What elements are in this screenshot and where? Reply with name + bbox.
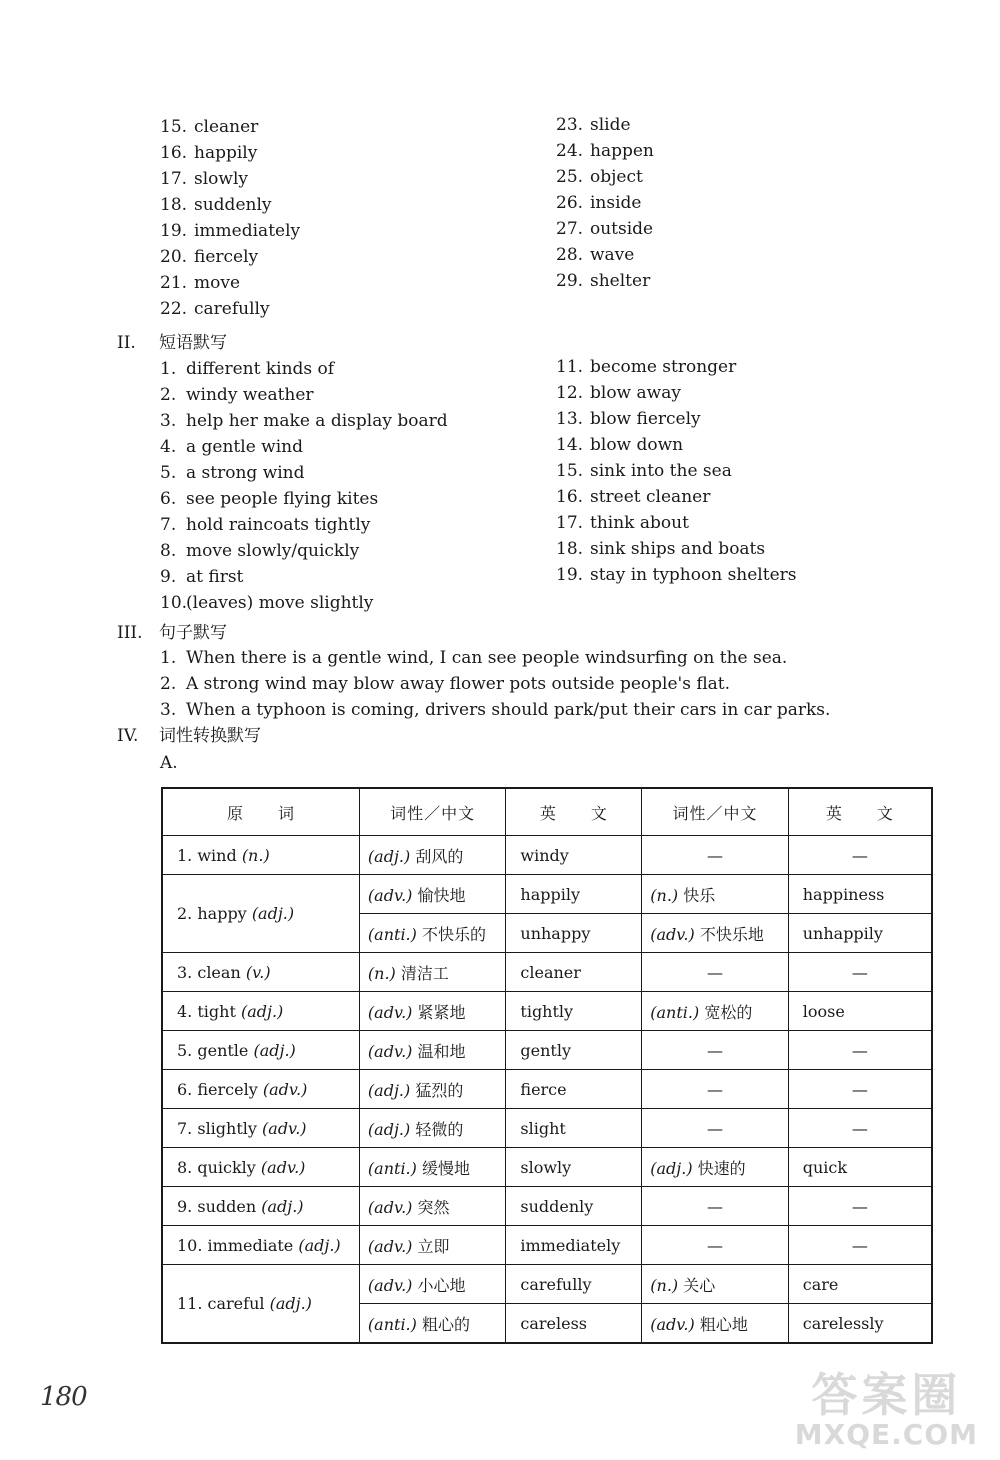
english-cell: immediately: [506, 1226, 642, 1265]
list-item: [556, 190, 654, 216]
item-number: 19.: [556, 565, 584, 585]
table-row: [162, 1070, 932, 1109]
item-text: blow away: [590, 383, 681, 403]
item-text: slide: [590, 115, 631, 135]
table-row: [162, 953, 932, 992]
part-of-speech: (adv.): [367, 1041, 413, 1061]
part-of-speech: (adv.): [367, 885, 413, 905]
item-text: help her make a display board: [186, 411, 448, 431]
part-of-speech: (n.): [650, 885, 679, 905]
list-item: [556, 536, 797, 562]
part-of-speech: (anti.): [367, 924, 417, 944]
item-number: 2.: [160, 674, 177, 694]
section1-left-list: [160, 114, 300, 322]
item-text: blow fiercely: [590, 409, 701, 429]
section2-label: II.: [117, 333, 136, 353]
item-number: 22.: [160, 299, 188, 319]
chinese-meaning: 清洁工: [400, 963, 449, 983]
item-number: 2.: [160, 385, 177, 405]
english-cell: unhappy: [506, 914, 642, 953]
english-cell: carefully: [506, 1265, 642, 1304]
english-cell: unhappily: [788, 914, 932, 953]
list-item: [160, 460, 448, 486]
section2-left-list: [160, 356, 448, 616]
original-word: 4. tight: [177, 1001, 236, 1021]
english-cell: care: [788, 1265, 932, 1304]
list-item: [556, 138, 654, 164]
item-number: 17.: [160, 169, 188, 189]
item-number: 5.: [160, 463, 177, 483]
table-row: [162, 1031, 932, 1070]
section1-right-list: [556, 112, 654, 294]
pos-chinese-cell: [359, 1226, 505, 1265]
pos-chinese-cell: [642, 1148, 788, 1187]
table-header-cell: 词性／中文: [642, 788, 788, 836]
empty-dash-cell: —: [788, 1226, 932, 1265]
item-text: become stronger: [590, 357, 737, 377]
item-text: move slowly/quickly: [186, 541, 360, 561]
item-number: 26.: [556, 193, 584, 213]
list-item: [160, 382, 448, 408]
chinese-meaning: 紧紧地: [417, 1002, 466, 1022]
page-number: 180: [40, 1382, 87, 1412]
section4-heading: [117, 723, 261, 749]
item-text: sink into the sea: [590, 461, 732, 481]
item-number: 21.: [160, 273, 188, 293]
english-cell: fierce: [506, 1070, 642, 1109]
list-item: [556, 268, 654, 294]
original-word: 3. clean: [177, 962, 241, 982]
item-number: 27.: [556, 219, 584, 239]
item-text: outside: [590, 219, 654, 239]
item-text: sink ships and boats: [590, 539, 766, 559]
empty-dash-cell: —: [788, 1031, 932, 1070]
item-number: 9.: [160, 567, 177, 587]
part-of-speech: (anti.): [367, 1158, 417, 1178]
part-of-speech: (adj.): [253, 1040, 296, 1060]
chinese-meaning: 快速的: [697, 1158, 746, 1178]
empty-dash-cell: —: [642, 1226, 788, 1265]
original-word-cell: [162, 875, 359, 953]
item-text: When there is a gentle wind, I can see people windsurfing on the sea.: [186, 648, 788, 668]
table-row: [162, 1187, 932, 1226]
item-text: wave: [590, 245, 635, 265]
item-text: suddenly: [194, 195, 272, 215]
pos-chinese-cell: [359, 992, 505, 1031]
item-number: 24.: [556, 141, 584, 161]
item-number: 3.: [160, 700, 177, 720]
part-of-speech: (adv.): [262, 1118, 307, 1138]
part-of-speech: (adv.): [650, 1314, 695, 1334]
watermark-line1: 答案圈: [811, 1368, 962, 1422]
table-header-row: [162, 788, 932, 836]
original-word: 6. fiercely: [177, 1079, 258, 1099]
pos-chinese-cell: [642, 1304, 788, 1344]
list-item: [160, 270, 300, 296]
part-of-speech: (adj.): [269, 1294, 312, 1313]
chinese-meaning: 粗心的: [421, 1314, 470, 1334]
item-text: a gentle wind: [186, 437, 303, 457]
item-number: 12.: [556, 383, 584, 403]
chinese-meaning: 轻微的: [415, 1119, 464, 1139]
item-text: happen: [590, 141, 654, 161]
original-word-cell: [162, 953, 359, 992]
pos-chinese-cell: [359, 875, 505, 914]
item-number: 16.: [556, 487, 584, 507]
chinese-meaning: 不快乐地: [699, 924, 764, 944]
section3-list: [160, 645, 830, 723]
part-of-speech: (adv.): [367, 1197, 413, 1217]
list-item: [556, 484, 797, 510]
part-of-speech: (adv.): [367, 1236, 413, 1256]
item-number: 7.: [160, 515, 177, 535]
list-item: [556, 242, 654, 268]
original-word-cell: [162, 1031, 359, 1070]
item-text: different kinds of: [186, 359, 335, 379]
item-text: slowly: [194, 169, 248, 189]
part-of-speech: (adv.): [367, 1275, 413, 1295]
item-number: 13.: [556, 409, 584, 429]
list-item: [160, 166, 300, 192]
list-item: [160, 192, 300, 218]
item-text: A strong wind may blow away flower pots outside people's flat.: [186, 674, 731, 694]
empty-dash-cell: —: [642, 836, 788, 875]
list-item: [160, 244, 300, 270]
word-form-table: [161, 787, 933, 1344]
english-cell: careless: [506, 1304, 642, 1344]
pos-chinese-cell: [359, 1070, 505, 1109]
chinese-meaning: 宽松的: [704, 1002, 753, 1022]
original-word: 1. wind: [177, 845, 237, 865]
item-number: 15.: [160, 117, 188, 137]
item-text: happily: [194, 143, 258, 163]
item-text: windy weather: [186, 385, 314, 405]
list-item: [160, 538, 448, 564]
english-cell: happiness: [788, 875, 932, 914]
list-item: [160, 671, 830, 697]
chinese-meaning: 温和地: [417, 1041, 466, 1061]
original-word: 2. happy: [177, 904, 247, 923]
section2-heading: [117, 330, 227, 356]
section3-label: III.: [117, 623, 143, 643]
list-item: [160, 645, 830, 671]
table-row: [162, 1265, 932, 1304]
chinese-meaning: 小心地: [417, 1275, 466, 1295]
part-of-speech: (anti.): [650, 1002, 700, 1022]
section4-sub: A.: [160, 753, 178, 773]
item-text: cleaner: [194, 117, 259, 137]
empty-dash-cell: —: [642, 1187, 788, 1226]
item-number: 19.: [160, 221, 188, 241]
part-of-speech: (n.): [367, 963, 396, 983]
pos-chinese-cell: [359, 1148, 505, 1187]
part-of-speech: (adj.): [298, 1235, 341, 1255]
list-item: [160, 218, 300, 244]
item-text: hold raincoats tightly: [186, 515, 371, 535]
empty-dash-cell: —: [642, 1070, 788, 1109]
part-of-speech: (adv.): [367, 1002, 413, 1022]
item-number: 18.: [160, 195, 188, 215]
item-number: 29.: [556, 271, 584, 291]
chinese-meaning: 粗心地: [699, 1314, 748, 1334]
item-text: immediately: [194, 221, 301, 241]
item-text: see people flying kites: [186, 489, 379, 509]
original-word-cell: [162, 1226, 359, 1265]
chinese-meaning: 缓慢地: [421, 1158, 470, 1178]
part-of-speech: (adj.): [650, 1158, 693, 1178]
chinese-meaning: 立即: [417, 1236, 450, 1256]
chinese-meaning: 愉快地: [417, 885, 466, 905]
item-number: 25.: [556, 167, 584, 187]
item-number: 10.: [160, 593, 188, 613]
chinese-meaning: 刮风的: [415, 846, 464, 866]
english-cell: windy: [506, 836, 642, 875]
chinese-meaning: 关心: [683, 1275, 716, 1295]
original-word: 9. sudden: [177, 1196, 257, 1216]
pos-chinese-cell: [359, 914, 505, 953]
item-number: 4.: [160, 437, 177, 457]
chinese-meaning: 快乐: [683, 885, 716, 905]
list-item: [160, 697, 830, 723]
english-cell: gently: [506, 1031, 642, 1070]
item-text: think about: [590, 513, 689, 533]
item-text: object: [590, 167, 643, 187]
original-word-cell: [162, 836, 359, 875]
table-row: [162, 1148, 932, 1187]
empty-dash-cell: —: [788, 953, 932, 992]
item-text: inside: [590, 193, 642, 213]
item-number: 1.: [160, 359, 177, 379]
item-number: 1.: [160, 648, 177, 668]
english-cell: slowly: [506, 1148, 642, 1187]
list-item: [160, 590, 448, 616]
part-of-speech: (adj.): [367, 846, 411, 866]
section2-right-list: [556, 354, 797, 588]
chinese-meaning: 突然: [417, 1197, 450, 1217]
section4-label: IV.: [117, 726, 139, 746]
table-row: [162, 992, 932, 1031]
pos-chinese-cell: [642, 875, 788, 914]
item-text: a strong wind: [186, 463, 305, 483]
part-of-speech: (v.): [245, 962, 271, 982]
original-word-cell: [162, 1187, 359, 1226]
english-cell: tightly: [506, 992, 642, 1031]
item-text: When a typhoon is coming, drivers should park/put their cars in car parks.: [186, 700, 831, 720]
item-text: blow down: [590, 435, 684, 455]
pos-chinese-cell: [359, 953, 505, 992]
empty-dash-cell: —: [642, 1031, 788, 1070]
item-number: 8.: [160, 541, 177, 561]
original-word-cell: [162, 1070, 359, 1109]
item-number: 23.: [556, 115, 584, 135]
pos-chinese-cell: [642, 1265, 788, 1304]
empty-dash-cell: —: [788, 836, 932, 875]
empty-dash-cell: —: [788, 1070, 932, 1109]
table-row: [162, 836, 932, 875]
english-cell: quick: [788, 1148, 932, 1187]
item-number: 20.: [160, 247, 188, 267]
list-item: [160, 140, 300, 166]
item-text: at first: [186, 567, 244, 587]
english-cell: suddenly: [506, 1187, 642, 1226]
empty-dash-cell: —: [642, 1109, 788, 1148]
part-of-speech: (anti.): [367, 1314, 417, 1334]
english-cell: cleaner: [506, 953, 642, 992]
item-number: 16.: [160, 143, 188, 163]
pos-chinese-cell: [359, 836, 505, 875]
watermark-line2: MXQE.COM: [794, 1418, 978, 1451]
table-header-cell: 词性／中文: [359, 788, 505, 836]
item-text: fiercely: [194, 247, 259, 267]
chinese-meaning: 不快乐的: [421, 924, 486, 944]
item-text: street cleaner: [590, 487, 711, 507]
item-text: stay in typhoon shelters: [590, 565, 797, 585]
pos-chinese-cell: [359, 1109, 505, 1148]
watermark-logo: [795, 1370, 978, 1450]
empty-dash-cell: —: [788, 1187, 932, 1226]
list-item: [556, 164, 654, 190]
original-word: 10. immediate: [177, 1235, 294, 1255]
original-word-cell: [162, 992, 359, 1031]
item-number: 3.: [160, 411, 177, 431]
section4-title: 词性转换默写: [159, 726, 261, 746]
section3-heading: [117, 620, 227, 646]
english-cell: happily: [506, 875, 642, 914]
item-text: carefully: [194, 299, 270, 319]
original-word: 11. careful: [177, 1294, 265, 1313]
pos-chinese-cell: [359, 1265, 505, 1304]
part-of-speech: (adj.): [240, 1001, 284, 1021]
list-item: [160, 564, 448, 590]
part-of-speech: (adv.): [262, 1079, 308, 1099]
part-of-speech: (adv.): [260, 1157, 306, 1177]
section3-title: 句子默写: [159, 623, 227, 643]
item-text: (leaves) move slightly: [186, 593, 374, 613]
pos-chinese-cell: [642, 992, 788, 1031]
part-of-speech: (adj.): [251, 904, 295, 923]
pos-chinese-cell: [359, 1187, 505, 1226]
item-number: 28.: [556, 245, 584, 265]
item-number: 6.: [160, 489, 177, 509]
list-item: [556, 432, 797, 458]
english-cell: loose: [788, 992, 932, 1031]
part-of-speech: (adj.): [261, 1196, 304, 1216]
list-item: [556, 354, 797, 380]
table-row: [162, 1226, 932, 1265]
list-item: [556, 380, 797, 406]
list-item: [556, 112, 654, 138]
original-word-cell: [162, 1109, 359, 1148]
section2-title: 短语默写: [159, 333, 227, 353]
pos-chinese-cell: [642, 914, 788, 953]
english-cell: slight: [506, 1109, 642, 1148]
item-text: shelter: [590, 271, 651, 291]
list-item: [556, 510, 797, 536]
item-number: 18.: [556, 539, 584, 559]
part-of-speech: (adv.): [650, 924, 695, 944]
list-item: [556, 406, 797, 432]
original-word: 8. quickly: [177, 1157, 256, 1177]
list-item: [556, 216, 654, 242]
list-item: [160, 408, 448, 434]
chinese-meaning: 猛烈的: [415, 1080, 464, 1100]
english-cell: carelessly: [788, 1304, 932, 1344]
table-header-cell: 英 文: [788, 788, 932, 836]
original-word-cell: [162, 1265, 359, 1344]
item-text: move: [194, 273, 241, 293]
empty-dash-cell: —: [788, 1109, 932, 1148]
original-word: 7. slightly: [177, 1118, 257, 1138]
list-item: [160, 434, 448, 460]
table-header-cell: 原 词: [162, 788, 359, 836]
item-number: 15.: [556, 461, 584, 481]
list-item: [160, 512, 448, 538]
list-item: [160, 296, 300, 322]
empty-dash-cell: —: [642, 953, 788, 992]
item-number: 14.: [556, 435, 584, 455]
list-item: [556, 562, 797, 588]
item-number: 11.: [556, 357, 584, 377]
item-number: 17.: [556, 513, 584, 533]
part-of-speech: (adj.): [367, 1119, 411, 1139]
part-of-speech: (n.): [241, 845, 270, 865]
original-word: 5. gentle: [177, 1040, 249, 1060]
pos-chinese-cell: [359, 1304, 505, 1344]
list-item: [160, 486, 448, 512]
list-item: [556, 458, 797, 484]
part-of-speech: (adj.): [367, 1080, 411, 1100]
part-of-speech: (n.): [650, 1275, 679, 1295]
table-row: [162, 875, 932, 914]
table-header-cell: 英 文: [506, 788, 642, 836]
pos-chinese-cell: [359, 1031, 505, 1070]
table-row: [162, 1109, 932, 1148]
list-item: [160, 114, 300, 140]
list-item: [160, 356, 448, 382]
original-word-cell: [162, 1148, 359, 1187]
